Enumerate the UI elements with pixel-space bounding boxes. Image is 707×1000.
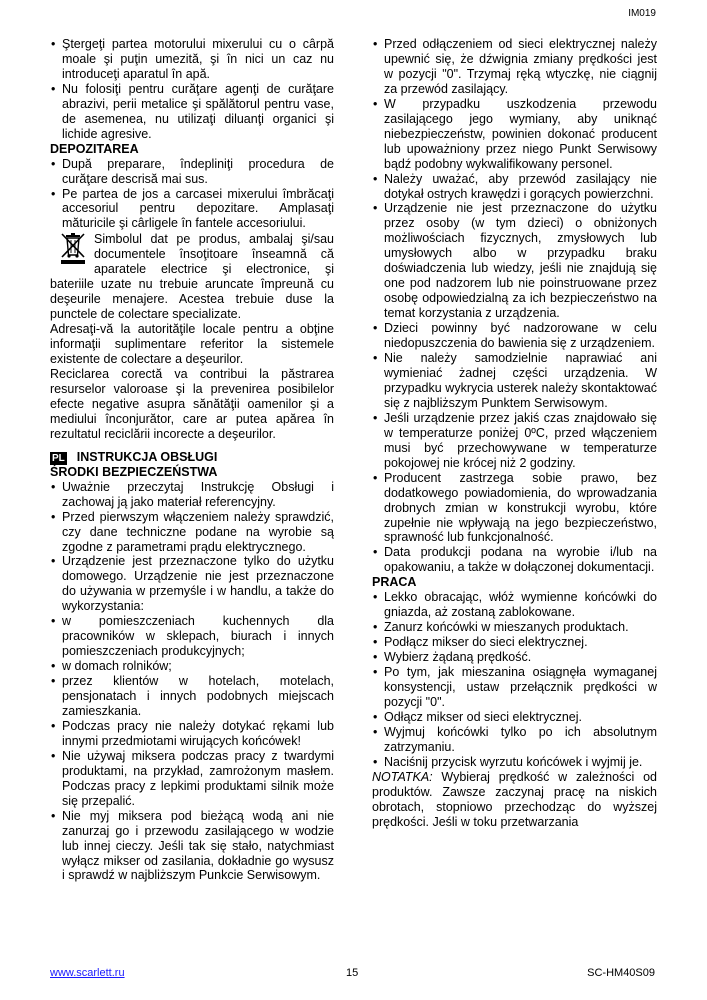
document-code: IM019 — [628, 8, 656, 19]
language-badge: PL — [52, 452, 65, 464]
list-item: • przez klientów w hotelach, motelach, pensjonatach i innych podobnych miejscach zamieszkania. — [50, 674, 334, 719]
storage-list — [50, 157, 334, 232]
list-item: • Nie myj miksera pod bieżącą wodą ani nie zanurzaj go i przewodu zasilającego w wodzie lub innej cieczy. Jeśli tak się stało, natychmiast wyłącz mikser od zasilania, dokładnie go wysusz i sprawdź w najbliższym Punkcie Serwisowym. — [50, 809, 334, 884]
work-heading: PRACA — [372, 575, 417, 590]
list-item: • Podłącz mikser do sieci elektrycznej. — [372, 635, 657, 650]
left-column — [50, 37, 334, 883]
cleaning-list — [50, 37, 334, 142]
list-item: • Zanurz końcówki w mieszanych produktach. — [372, 620, 657, 635]
note-text: Wybieraj prędkość w zależności od produktów. Zawsze zaczynaj pracę na niskich obrotach, stopniowo przechodząc do wyższej prędkości. Jeśli w toku przetwarzania — [372, 769, 657, 829]
list-item: • Urządzenie nie jest przeznaczone do użytku przez osoby (w tym dzieci) o obniżonych możliwościach fizycznych, zmysłowych lub umysłowych albo w przypadku braku doświadczenia lub wiedzy, jeśli nie znajdują się one pod nadzorem lub nie poinstruowane przez osobę odpowiedzialną za ich bezpieczeństwo na temat korzystania z urządzenia. — [372, 201, 657, 321]
list-item: • Odłącz mikser od sieci elektrycznej. — [372, 710, 657, 725]
list-item: • Nie używaj miksera podczas pracy z twardymi produktami, na przykład, zamrożonym masłem. Podczas pracy z lepkimi produktami silnik może się przepalić. — [50, 749, 334, 809]
list-item: • Naciśnij przycisk wyrzutu końcówek i wyjmij je. — [372, 755, 657, 770]
list-item: • Wybierz żądaną prędkość. — [372, 650, 657, 665]
model-number: SC-HM40S09 — [587, 967, 655, 979]
pl-safety-list — [50, 480, 334, 884]
list-item: • Nu folosiţi pentru curăţare agenţi de curăţare abrazivi, perii metalice şi spălătorul pentru vase, de asemenea, nu utilizaţi diluanţi organici şi lichide agresive. — [50, 82, 334, 142]
list-item: • Przed odłączeniem od sieci elektrycznej należy upewnić się, że dźwignia zmiany prędkości jest w pozycji "0". Trzymaj ręką wtyczkę, nie ciągnij za przewód zasilający. — [372, 37, 657, 97]
note-label: NOTATKA: — [372, 769, 433, 784]
work-list — [372, 590, 657, 769]
list-item: • Podczas pracy nie należy dotykać rękami lub innymi przedmiotami wirujących końcówek! — [50, 719, 334, 749]
list-item: • Uważnie przeczytaj Instrukcję Obsługi i zachowaj ją jako materiał referencyjny. — [50, 480, 334, 510]
list-item: • Dzieci powinny być nadzorowane w celu niedopuszczenia do bawienia się z urządzeniem. — [372, 321, 657, 351]
page-number: 15 — [346, 967, 359, 979]
list-item: • Wyjmuj końcówki tylko po ich absolutnym zatrzymaniu. — [372, 725, 657, 755]
weee-paragraph — [50, 232, 334, 322]
list-item: • Pe partea de jos a carcasei mixerului îmbrăcaţi accesoriul pentru depozitare. Amplasaţi măturicile şi cârligele în fantele accesoriului. — [50, 187, 334, 232]
list-item: • Ştergeţi partea motorului mixerului cu o cârpă moale şi puţin umezită, şi în nici un caz nu introduceţi aparatul în apă. — [50, 37, 334, 82]
crossed-bin-icon — [58, 232, 88, 265]
pl-section-header — [50, 450, 334, 465]
list-item: • w pomieszczeniach kuchennych dla pracowników w sklepach, biurach i innych pomieszczeniach produkcyjnych; — [50, 614, 334, 659]
weee-paragraph-2: Adresaţi-vă la autorităţile locale pentru a obţine informaţii suplimentare referitor la sistemele existente de colectare a deşeurilor. — [50, 322, 334, 367]
right-column — [372, 37, 657, 830]
list-item: • După preparare, îndepliniţi procedura de curăţare descrisă mai sus. — [50, 157, 334, 187]
pl-safety-heading: ŚRODKI BEZPIECZEŃSTWA — [50, 464, 218, 479]
list-item: • Przed pierwszym włączeniem należy sprawdzić, czy dane techniczne podane na wyrobie są zgodne z parametrami prądu elektrycznego. — [50, 510, 334, 555]
list-item: • Należy uważać, aby przewód zasilający nie dotykał ostrych krawędzi i gorących powierzchni. — [372, 172, 657, 202]
website-link[interactable]: www.scarlett.ru — [50, 967, 125, 979]
list-item: • Nie należy samodzielnie naprawiać ani wymieniać żadnej części urządzenia. W przypadku wykrycia usterek należy skontaktować się z najbliższym Punktem Serwisowym. — [372, 351, 657, 411]
list-item: • Producent zastrzega sobie prawo, bez dodatkowego powiadomienia, do wprowadzania drobnych zmian w konstrukcji wyrobu, które zupełnie nie wpływają na jego bezpieczeństwo, sprawność lub funkcjonalność. — [372, 471, 657, 546]
safety-list-continued — [372, 37, 657, 575]
pl-title: INSTRUKCJA OBSŁUGI — [76, 449, 218, 464]
note-paragraph — [372, 770, 657, 830]
list-item: • w domach rolników; — [50, 659, 334, 674]
weee-paragraph-3: Reciclarea corectă va contribui la păstrarea resurselor valoroase şi la prevenirea posibilelor efecte negative asupra sănătăţii oamenilor şi a mediului înconjurător, care ar putea apărea în rezultatul reciclării incorecte a deşeurilor. — [50, 366, 334, 441]
storage-heading: DEPOZITAREA — [50, 141, 139, 156]
list-item: • Jeśli urządzenie przez jakiś czas znajdowało się w temperaturze poniżej 0ºC, przed włączeniem musi być przechowywane w temperaturze pokojowej nie krócej niż 2 godziny. — [372, 411, 657, 471]
weee-text: Simbolul dat pe produs, ambalaj şi/sau documentele însoţitoare înseamnă că aparatele electrice şi electronice, şi bateriile uzate nu trebuie aruncate împreună cu deşeurile menajere. Acestea trebuie duse la punctele de colectare specializate. — [50, 232, 334, 322]
list-item: • W przypadku uszkodzenia przewodu zasilającego jego wymiany, aby uniknąć niebezpieczeństw, powinien dokonać producent lub upoważniony przez niego Punkt Serwisowy bądź podobny wykwalifikowany personel. — [372, 97, 657, 172]
list-item: • Data produkcji podana na wyrobie i/lub na opakowaniu, a także w dołączonej dokumentacji. — [372, 545, 657, 575]
list-item: • Lekko obracając, włóż wymienne końcówki do gniazda, aż zostaną zablokowane. — [372, 590, 657, 620]
list-item: • Urządzenie jest przeznaczone tylko do użytku domowego. Urządzenie nie jest przeznaczone do używania w przemyśle i w handlu, a także do wykorzystania: — [50, 554, 334, 614]
list-item: • Po tym, jak mieszanina osiągnęła wymaganej konsystencji, ustaw przełącznik prędkości w pozycji "0". — [372, 665, 657, 710]
